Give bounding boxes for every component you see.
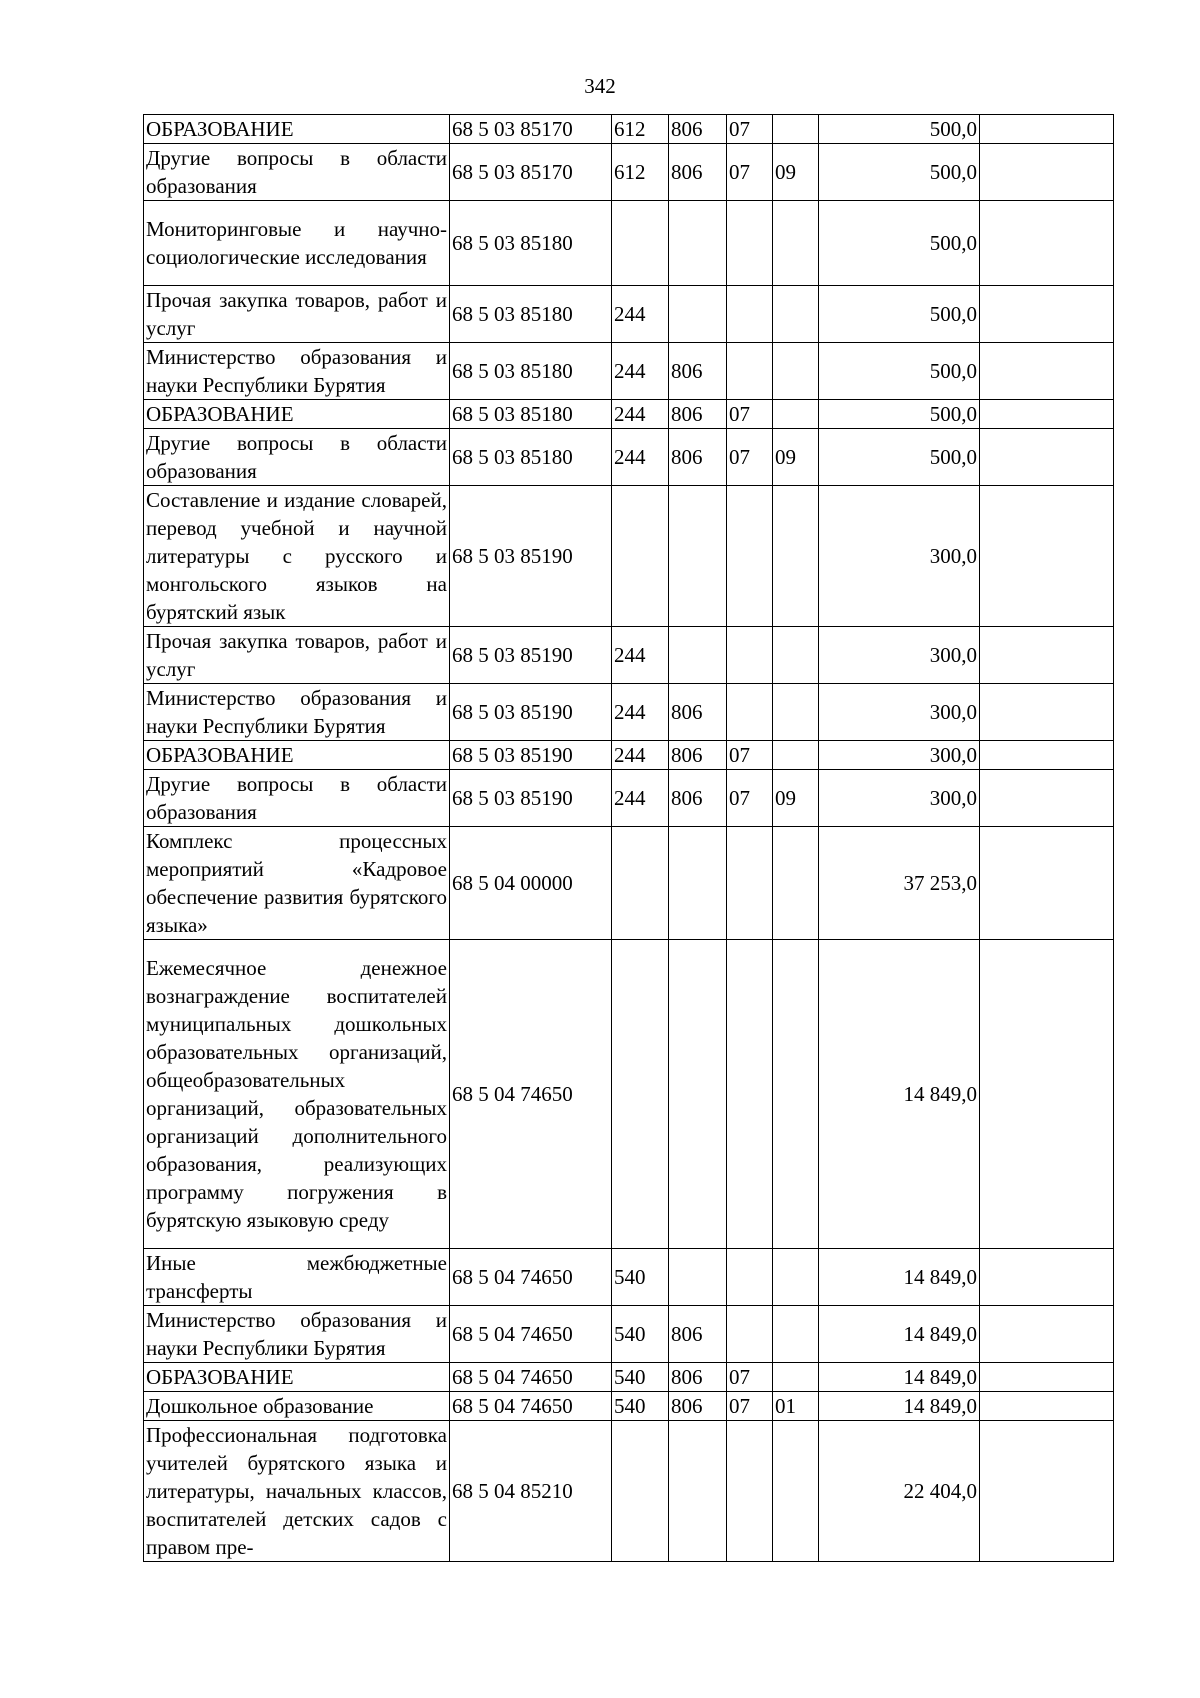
csr-cell: 68 5 04 85210 xyxy=(450,1421,612,1562)
table-row xyxy=(144,684,1114,741)
rz-cell xyxy=(727,1249,773,1306)
pr-cell xyxy=(773,286,819,343)
extra-cell xyxy=(980,1363,1114,1392)
rz-cell: 07 xyxy=(727,1363,773,1392)
page-number: 342 xyxy=(584,74,616,98)
rz-cell xyxy=(727,201,773,286)
table-row xyxy=(144,201,1114,286)
rz-cell: 07 xyxy=(727,400,773,429)
gr-cell: 806 xyxy=(669,1306,727,1363)
extra-cell xyxy=(980,486,1114,627)
pr-cell: 09 xyxy=(773,144,819,201)
pr-cell: 09 xyxy=(773,770,819,827)
csr-cell: 68 5 03 85180 xyxy=(450,286,612,343)
rz-cell xyxy=(727,1421,773,1562)
gr-cell xyxy=(669,286,727,343)
budget-table xyxy=(143,114,1114,1562)
sum-cell: 300,0 xyxy=(819,741,980,770)
table-row xyxy=(144,144,1114,201)
extra-cell xyxy=(980,1306,1114,1363)
rz-cell xyxy=(727,627,773,684)
csr-cell: 68 5 04 00000 xyxy=(450,827,612,940)
pr-cell xyxy=(773,1306,819,1363)
sum-cell: 14 849,0 xyxy=(819,1363,980,1392)
extra-cell xyxy=(980,770,1114,827)
gr-cell: 806 xyxy=(669,400,727,429)
row-name-cell: Министерство образования и науки Республики Бурятия xyxy=(144,343,450,400)
csr-cell: 68 5 03 85190 xyxy=(450,741,612,770)
extra-cell xyxy=(980,627,1114,684)
csr-cell: 68 5 03 85170 xyxy=(450,115,612,144)
sum-cell: 14 849,0 xyxy=(819,1392,980,1421)
row-name-cell: Прочая закупка товаров, работ и услуг xyxy=(144,627,450,684)
sum-cell: 500,0 xyxy=(819,400,980,429)
gr-cell: 806 xyxy=(669,343,727,400)
gr-cell xyxy=(669,486,727,627)
rz-cell xyxy=(727,486,773,627)
table-row xyxy=(144,940,1114,1249)
vr-cell xyxy=(612,486,669,627)
rz-cell: 07 xyxy=(727,115,773,144)
table-row xyxy=(144,286,1114,343)
sum-cell: 500,0 xyxy=(819,429,980,486)
table-row xyxy=(144,400,1114,429)
pr-cell xyxy=(773,827,819,940)
gr-cell: 806 xyxy=(669,1363,727,1392)
vr-cell: 540 xyxy=(612,1392,669,1421)
csr-cell: 68 5 04 74650 xyxy=(450,1306,612,1363)
table-row xyxy=(144,343,1114,400)
vr-cell xyxy=(612,1421,669,1562)
table-row xyxy=(144,1392,1114,1421)
vr-cell: 612 xyxy=(612,115,669,144)
pr-cell xyxy=(773,201,819,286)
rz-cell xyxy=(727,1306,773,1363)
gr-cell: 806 xyxy=(669,429,727,486)
csr-cell: 68 5 03 85190 xyxy=(450,684,612,741)
pr-cell xyxy=(773,486,819,627)
row-name-cell: Комплекс процессных мероприятий «Кадровое обеспечение развития бурятского языка» xyxy=(144,827,450,940)
row-name-cell: Другие вопросы в области образования xyxy=(144,429,450,486)
pr-cell xyxy=(773,684,819,741)
vr-cell: 244 xyxy=(612,429,669,486)
row-name-cell: Министерство образования и науки Республики Бурятия xyxy=(144,1306,450,1363)
pr-cell xyxy=(773,1421,819,1562)
row-name-cell: ОБРАЗОВАНИЕ xyxy=(144,400,450,429)
row-name-cell: Профессиональная подготовка учителей бурятского языка и литературы, начальных классов, воспитателей детских садов с правом пре- xyxy=(144,1421,450,1562)
extra-cell xyxy=(980,827,1114,940)
extra-cell xyxy=(980,400,1114,429)
row-name-cell: Иные межбюджетные трансферты xyxy=(144,1249,450,1306)
rz-cell xyxy=(727,286,773,343)
extra-cell xyxy=(980,201,1114,286)
rz-cell: 07 xyxy=(727,770,773,827)
pr-cell: 09 xyxy=(773,429,819,486)
pr-cell xyxy=(773,1249,819,1306)
gr-cell xyxy=(669,1249,727,1306)
rz-cell xyxy=(727,940,773,1249)
table-row xyxy=(144,741,1114,770)
row-name-cell: Мониторинговые и научно-социологические исследования xyxy=(144,201,450,286)
vr-cell: 244 xyxy=(612,741,669,770)
rz-cell: 07 xyxy=(727,1392,773,1421)
csr-cell: 68 5 03 85190 xyxy=(450,627,612,684)
extra-cell xyxy=(980,684,1114,741)
gr-cell: 806 xyxy=(669,770,727,827)
gr-cell: 806 xyxy=(669,684,727,741)
row-name-cell: ОБРАЗОВАНИЕ xyxy=(144,115,450,144)
sum-cell: 500,0 xyxy=(819,201,980,286)
rz-cell xyxy=(727,343,773,400)
csr-cell: 68 5 04 74650 xyxy=(450,1392,612,1421)
sum-cell: 14 849,0 xyxy=(819,1306,980,1363)
pr-cell: 01 xyxy=(773,1392,819,1421)
pr-cell xyxy=(773,741,819,770)
extra-cell xyxy=(980,429,1114,486)
sum-cell: 14 849,0 xyxy=(819,1249,980,1306)
csr-cell: 68 5 03 85180 xyxy=(450,201,612,286)
table-row xyxy=(144,770,1114,827)
vr-cell xyxy=(612,201,669,286)
rz-cell xyxy=(727,684,773,741)
vr-cell: 244 xyxy=(612,770,669,827)
sum-cell: 300,0 xyxy=(819,770,980,827)
sum-cell: 300,0 xyxy=(819,684,980,741)
vr-cell xyxy=(612,940,669,1249)
pr-cell xyxy=(773,400,819,429)
csr-cell: 68 5 04 74650 xyxy=(450,1249,612,1306)
extra-cell xyxy=(980,940,1114,1249)
rz-cell: 07 xyxy=(727,741,773,770)
csr-cell: 68 5 04 74650 xyxy=(450,940,612,1249)
vr-cell xyxy=(612,827,669,940)
gr-cell xyxy=(669,940,727,1249)
pr-cell xyxy=(773,627,819,684)
rz-cell: 07 xyxy=(727,144,773,201)
vr-cell: 244 xyxy=(612,627,669,684)
sum-cell: 37 253,0 xyxy=(819,827,980,940)
vr-cell: 244 xyxy=(612,343,669,400)
table-row xyxy=(144,627,1114,684)
sum-cell: 500,0 xyxy=(819,286,980,343)
table-row xyxy=(144,1363,1114,1392)
row-name-cell: ОБРАЗОВАНИЕ xyxy=(144,741,450,770)
table-row xyxy=(144,1421,1114,1562)
extra-cell xyxy=(980,1392,1114,1421)
sum-cell: 500,0 xyxy=(819,144,980,201)
gr-cell: 806 xyxy=(669,144,727,201)
extra-cell xyxy=(980,1249,1114,1306)
extra-cell xyxy=(980,343,1114,400)
csr-cell: 68 5 03 85190 xyxy=(450,486,612,627)
table-row xyxy=(144,486,1114,627)
row-name-cell: Другие вопросы в области образования xyxy=(144,144,450,201)
row-name-cell: Ежемесячное денежное вознаграждение воспитателей муниципальных дошкольных образовательных организаций, общеобразовательных организаций, образовательных организаций дополнительного образования, реализующих программу погружения в бурятскую языковую среду xyxy=(144,940,450,1249)
vr-cell: 540 xyxy=(612,1363,669,1392)
extra-cell xyxy=(980,1421,1114,1562)
sum-cell: 500,0 xyxy=(819,343,980,400)
table-row xyxy=(144,1249,1114,1306)
csr-cell: 68 5 03 85180 xyxy=(450,343,612,400)
sum-cell: 500,0 xyxy=(819,115,980,144)
csr-cell: 68 5 03 85190 xyxy=(450,770,612,827)
csr-cell: 68 5 03 85180 xyxy=(450,429,612,486)
rz-cell: 07 xyxy=(727,429,773,486)
sum-cell: 300,0 xyxy=(819,627,980,684)
gr-cell xyxy=(669,627,727,684)
gr-cell xyxy=(669,1421,727,1562)
row-name-cell: Министерство образования и науки Республики Бурятия xyxy=(144,684,450,741)
csr-cell: 68 5 04 74650 xyxy=(450,1363,612,1392)
table-row xyxy=(144,827,1114,940)
extra-cell xyxy=(980,144,1114,201)
sum-cell: 14 849,0 xyxy=(819,940,980,1249)
row-name-cell: ОБРАЗОВАНИЕ xyxy=(144,1363,450,1392)
vr-cell: 244 xyxy=(612,684,669,741)
pr-cell xyxy=(773,115,819,144)
gr-cell: 806 xyxy=(669,741,727,770)
row-name-cell: Дошкольное образование xyxy=(144,1392,450,1421)
gr-cell: 806 xyxy=(669,115,727,144)
table-row xyxy=(144,1306,1114,1363)
csr-cell: 68 5 03 85170 xyxy=(450,144,612,201)
sum-cell: 300,0 xyxy=(819,486,980,627)
gr-cell xyxy=(669,201,727,286)
row-name-cell: Прочая закупка товаров, работ и услуг xyxy=(144,286,450,343)
extra-cell xyxy=(980,115,1114,144)
row-name-cell: Составление и издание словарей, перевод учебной и научной литературы с русского и монгольского языков на бурятский язык xyxy=(144,486,450,627)
csr-cell: 68 5 03 85180 xyxy=(450,400,612,429)
rz-cell xyxy=(727,827,773,940)
extra-cell xyxy=(980,741,1114,770)
gr-cell: 806 xyxy=(669,1392,727,1421)
vr-cell: 540 xyxy=(612,1306,669,1363)
gr-cell xyxy=(669,827,727,940)
table-row xyxy=(144,115,1114,144)
row-name-cell: Другие вопросы в области образования xyxy=(144,770,450,827)
extra-cell xyxy=(980,286,1114,343)
vr-cell: 244 xyxy=(612,286,669,343)
pr-cell xyxy=(773,343,819,400)
vr-cell: 612 xyxy=(612,144,669,201)
table-row xyxy=(144,429,1114,486)
vr-cell: 244 xyxy=(612,400,669,429)
vr-cell: 540 xyxy=(612,1249,669,1306)
pr-cell xyxy=(773,940,819,1249)
pr-cell xyxy=(773,1363,819,1392)
sum-cell: 22 404,0 xyxy=(819,1421,980,1562)
